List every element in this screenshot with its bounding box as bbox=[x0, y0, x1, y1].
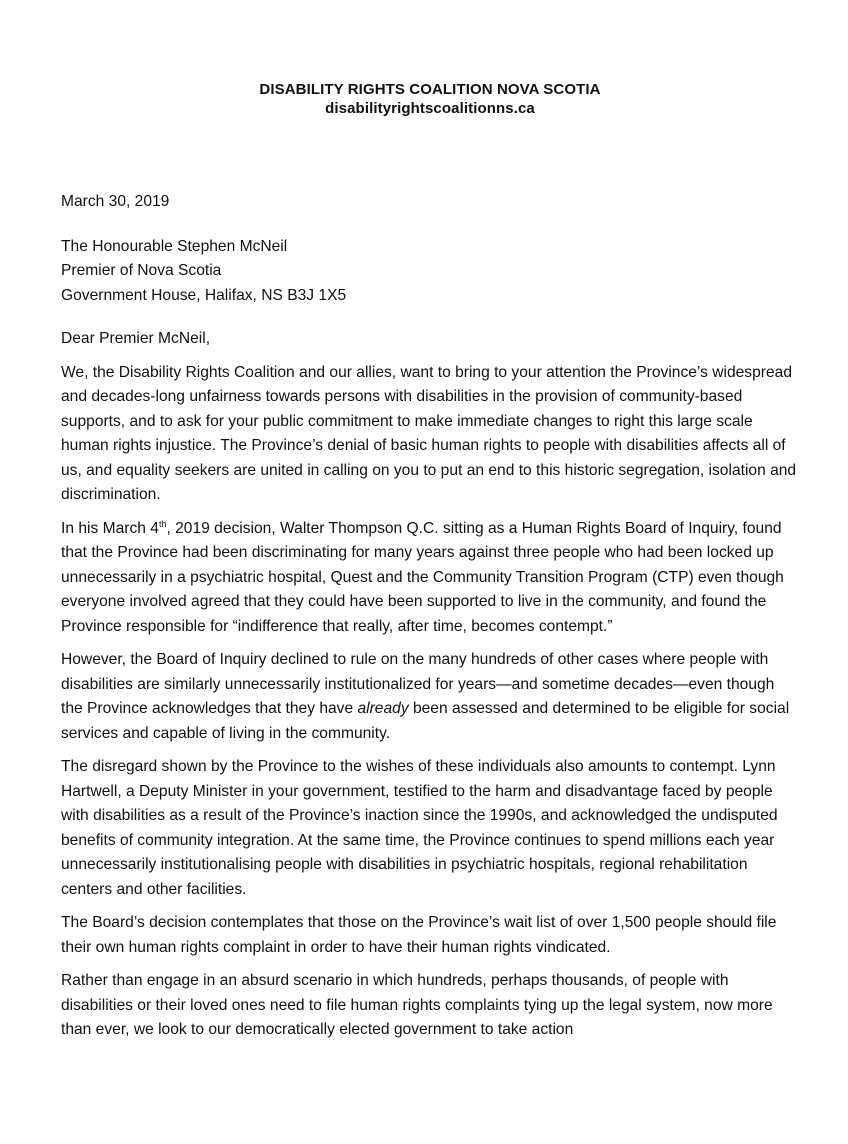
salutation: Dear Premier McNeil, bbox=[61, 330, 211, 347]
paragraph-2 bbox=[61, 517, 799, 640]
paragraph-5: The Board’s decision contemplates that those on the Province’s wait list of over 1,500 people should file their own human rights complaint in order to have their human rights vindicated. bbox=[61, 914, 777, 956]
paragraph-3-rest: been assessed and determined to be eligible for social services and capable of living in the community. bbox=[61, 700, 790, 742]
recipient-location: Government House, Halifax, NS B3J 1X5 bbox=[61, 286, 347, 304]
paragraph-6: Rather than engage in an absurd scenario in which hundreds, perhaps thousands, of people with disabilities or their loved ones need to file human rights complaints tying up the legal system, now more than ever, we look to our democratically elected government to take action bbox=[61, 972, 773, 1038]
letterhead bbox=[0, 80, 848, 118]
ordinal-suffix: th bbox=[158, 518, 167, 529]
paragraph-2-start: In his March 4 bbox=[61, 519, 159, 537]
organization-website: disabilityrightscoalitionns.ca bbox=[325, 100, 535, 117]
paragraph-3 bbox=[61, 648, 799, 746]
emphasis-already: already bbox=[357, 700, 409, 717]
recipient-title: Premier of Nova Scotia bbox=[61, 262, 222, 279]
organization-name: DISABILITY RIGHTS COALITION NOVA SCOTIA bbox=[259, 81, 601, 98]
paragraph-3-start: However, the Board of Inquiry declined to rule on the many hundreds of other cases where people with disabilities are similarly unnecessarily institutionalized for years—and sometime decades—even though the Province acknowledges that they have bbox=[61, 651, 775, 717]
letter-body bbox=[61, 190, 799, 1052]
paragraph-1: We, the Disability Rights Coalition and our allies, want to bring to your attention the Province’s widespread and decades-long unfairness towards persons with disabilities in the provision of community-based supports, and to ask for your public commitment to make immediate changes to right this large scale human rights injustice. The Province’s denial of basic human rights to people with disabilities affects all of us, and equality seekers are united in calling on you to put an end to this historic segregation, isolation and discrimination. bbox=[61, 363, 797, 503]
recipient-address bbox=[61, 235, 799, 309]
letter-date: March 30, 2019 bbox=[61, 193, 170, 210]
paragraph-2-rest: , 2019 decision, Walter Thompson Q.C. sitting as a Human Rights Board of Inquiry, found that the Province had been discriminating for many years against three people who had been locked up unnecessarily in a psychiatric hospital, Quest and the Community Transition Program (CTP) even though everyone involved agreed that they could have been supported to live in the community, and found the Province responsible for “indifference that really, after time, becomes contempt.” bbox=[61, 519, 784, 635]
paragraph-4: The disregard shown by the Province to the wishes of these individuals also amounts to contempt. Lynn Hartwell, a Deputy Minister in your government, testified to the harm and disadvantage faced by people with disabilities as a result of the Province’s inaction since the 1990s, and acknowledged the undisputed benefits of community integration. At the same time, the Province continues to spend millions each year unnecessarily institutionalising people with disabilities in psychiatric hospitals, regional rehabilitation centers and other facilities. bbox=[61, 758, 778, 898]
recipient-name: The Honourable Stephen McNeil bbox=[61, 237, 288, 255]
